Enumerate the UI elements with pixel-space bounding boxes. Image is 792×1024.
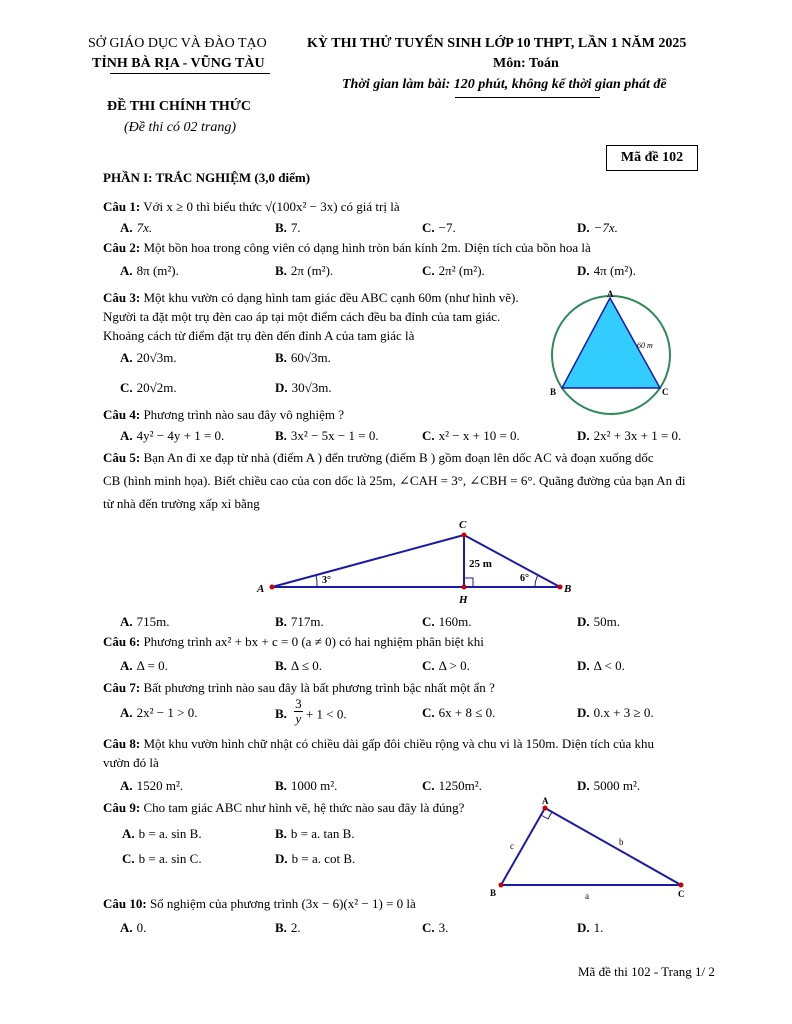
question-5: Câu 5: Bạn An đi xe đạp từ nhà (điểm A ) đến trường (điểm B ) gồm đoạn lên dốc AC và đoạn xuống dốc xyxy=(103,450,654,465)
label-side-c: c xyxy=(510,841,514,851)
q7-option-c: C. 6x + 8 ≤ 0. xyxy=(422,705,496,720)
q4-option-b: B. 3x² − 5x − 1 = 0. xyxy=(275,428,379,443)
point-c xyxy=(462,533,467,538)
dept-underline xyxy=(110,73,270,74)
label-side: 60 m xyxy=(637,341,653,350)
q5-option-d: D. 50m. xyxy=(577,614,621,629)
question-5-line3: từ nhà đến trường xấp xỉ bằng xyxy=(103,496,260,511)
question-3: Câu 3: Một khu vườn có dạng hình tam giác đều ABC cạnh 60m (như hình vẽ). xyxy=(103,290,519,305)
q3-option-c: C. 20√2m. xyxy=(120,380,177,395)
point-b xyxy=(558,585,563,590)
q6-option-d: D. Δ < 0. xyxy=(577,658,625,673)
question-8: Câu 8: Một khu vườn hình chữ nhật có chiều dài gấp đôi chiều rộng và chu vi là 150m. Diện tích của khu xyxy=(103,736,654,751)
exam-title: KỲ THI THỬ TUYỂN SINH LỚP 10 THPT, LẦN 1 NĂM 2025 xyxy=(307,36,687,51)
label-height: 25 m xyxy=(469,558,492,570)
q6-option-c: C. Δ > 0. xyxy=(422,658,470,673)
q5-option-c: C. 160m. xyxy=(422,614,472,629)
question-10: Câu 10: Số nghiệm của phương trình (3x − 6)(x² − 1) = 0 là xyxy=(103,896,416,911)
label-c: C xyxy=(662,387,669,397)
q8-option-d: D. 5000 m². xyxy=(577,778,641,793)
dept-line2: TỈNH BÀ RỊA - VŨNG TÀU xyxy=(92,56,265,71)
label-a: A xyxy=(257,583,265,595)
point-a xyxy=(270,585,275,590)
label-h: H xyxy=(459,594,468,606)
label-b: B xyxy=(490,888,497,898)
figure-right-triangle xyxy=(488,795,693,905)
q7-option-a: A. 2x² − 1 > 0. xyxy=(120,705,198,720)
question-6: Câu 6: Phương trình ax² + bx + c = 0 (a ≠ 0) có hai nghiệm phân biệt khi xyxy=(103,634,484,649)
label-angle-b: 6° xyxy=(520,573,529,584)
point-h xyxy=(462,585,467,590)
q3-option-d: D. 30√3m. xyxy=(275,380,332,395)
official-title: ĐỀ THI CHÍNH THỨC xyxy=(107,99,252,114)
q9-option-a: A. b = a. sin B. xyxy=(122,826,202,841)
q2-option-b: B. 2π (m²). xyxy=(275,263,334,278)
question-9: Câu 9: Cho tam giác ABC như hình vẽ, hệ thức nào sau đây là đúng? xyxy=(103,800,465,815)
label-b: B xyxy=(564,583,572,595)
question-5-line2: CB (hình minh họa). Biết chiều cao của con dốc là 25m, ∠CAH = 3°, ∠CBH = 6°. Quãng đường của bạn An đi xyxy=(103,473,686,488)
q9-option-d: D. b = a. cot B. xyxy=(275,851,356,866)
q4-option-d: D. 2x² + 3x + 1 = 0. xyxy=(577,428,682,443)
question-7: Câu 7: Bất phương trình nào sau đây là bất phương trình bậc nhất một ẩn ? xyxy=(103,680,495,695)
q3-option-b: B. 60√3m. xyxy=(275,350,331,365)
point-b xyxy=(499,883,504,888)
q8-option-a: A. 1520 m². xyxy=(120,778,184,793)
question-label: Câu 1: xyxy=(103,199,141,214)
fraction: $\frac{3}{y}$ xyxy=(295,696,302,726)
q9-option-c: C. b = a. sin C. xyxy=(122,851,202,866)
q8-option-b: B. 1000 m². xyxy=(275,778,338,793)
q4-option-c: C. x² − x + 10 = 0. xyxy=(422,428,520,443)
time-underline xyxy=(455,97,600,98)
question-3-line3: Khoảng cách từ điểm đặt trụ đèn đến đỉnh A của tam giác là xyxy=(103,328,415,343)
pages-note: (Đề thi có 02 trang) xyxy=(124,120,236,135)
label-a: A xyxy=(542,796,549,806)
q10-option-c: C. 3. xyxy=(422,920,449,935)
q10-option-b: B. 2. xyxy=(275,920,301,935)
question-text: Với x ≥ 0 thì biểu thức √(100x² − 3x) có giá trị là xyxy=(143,199,400,214)
exam-time: Thời gian làm bài: 120 phút, không kể thời gian phát đề xyxy=(342,77,667,92)
side-c xyxy=(501,808,545,885)
q10-option-d: D. 1. xyxy=(577,920,604,935)
q7-option-b: B. $\frac{3}{y}$ + 1 < 0. xyxy=(275,696,347,726)
q5-option-a: A. 715m. xyxy=(120,614,170,629)
q6-option-a: A. Δ = 0. xyxy=(120,658,168,673)
label-side-a: a xyxy=(585,891,589,901)
q1-option-d: D. −7x. xyxy=(577,220,618,235)
label-side-b: b xyxy=(619,837,624,847)
dept-line1: SỞ GIÁO DỤC VÀ ĐÀO TẠO xyxy=(88,36,267,51)
question-4: Câu 4: Phương trình nào sau đây vô nghiệm ? xyxy=(103,407,345,422)
angle-arc-a xyxy=(316,575,317,587)
side-b xyxy=(545,808,681,885)
q8-option-c: C. 1250m². xyxy=(422,778,482,793)
point-c xyxy=(679,883,684,888)
label-a: A xyxy=(607,289,614,299)
question-8-line2: vườn đó là xyxy=(103,755,159,770)
q1-option-b: B. 7. xyxy=(275,220,301,235)
label-c: C xyxy=(678,889,685,899)
angle-arc-b xyxy=(535,575,538,587)
question-1 xyxy=(103,199,400,215)
q2-option-c: C. 2π² (m²). xyxy=(422,263,485,278)
figure-equilateral-triangle xyxy=(548,288,682,426)
segment-ac xyxy=(272,535,464,587)
page-footer: Mã đề thi 102 - Trang 1/ 2 xyxy=(578,964,715,979)
q5-option-b: B. 717m. xyxy=(275,614,324,629)
label-angle-a: 3° xyxy=(322,575,331,586)
exam-code-box: Mã đề 102 xyxy=(606,145,698,171)
q1-option-a: A. 7x. xyxy=(120,220,153,235)
figure-slope xyxy=(255,515,575,607)
question-2: Câu 2: Một bồn hoa trong công viên có dạng hình tròn bán kính 2m. Diện tích của bồn hoa là xyxy=(103,240,591,255)
q7-option-d: D. 0.x + 3 ≥ 0. xyxy=(577,705,654,720)
q3-option-a: A. 20√3m. xyxy=(120,350,177,365)
q9-option-b: B. b = a. tan B. xyxy=(275,826,355,841)
q4-option-a: A. 4y² − 4y + 1 = 0. xyxy=(120,428,225,443)
q1-option-c: C. −7. xyxy=(422,220,456,235)
q2-option-d: D. 4π (m²). xyxy=(577,263,636,278)
label-b: B xyxy=(550,387,557,397)
question-3-line2: Người ta đặt một trụ đèn cao áp tại một điểm cách đều ba đỉnh của tam giác. xyxy=(103,309,501,324)
q2-option-a: A. 8π (m²). xyxy=(120,263,179,278)
q10-option-a: A. 0. xyxy=(120,920,147,935)
point-a xyxy=(543,806,548,811)
label-c: C xyxy=(459,519,467,531)
part1-title: PHẦN I: TRẮC NGHIỆM (3,0 điểm) xyxy=(103,170,311,185)
exam-subject: Môn: Toán xyxy=(493,56,559,71)
q6-option-b: B. Δ ≤ 0. xyxy=(275,658,322,673)
